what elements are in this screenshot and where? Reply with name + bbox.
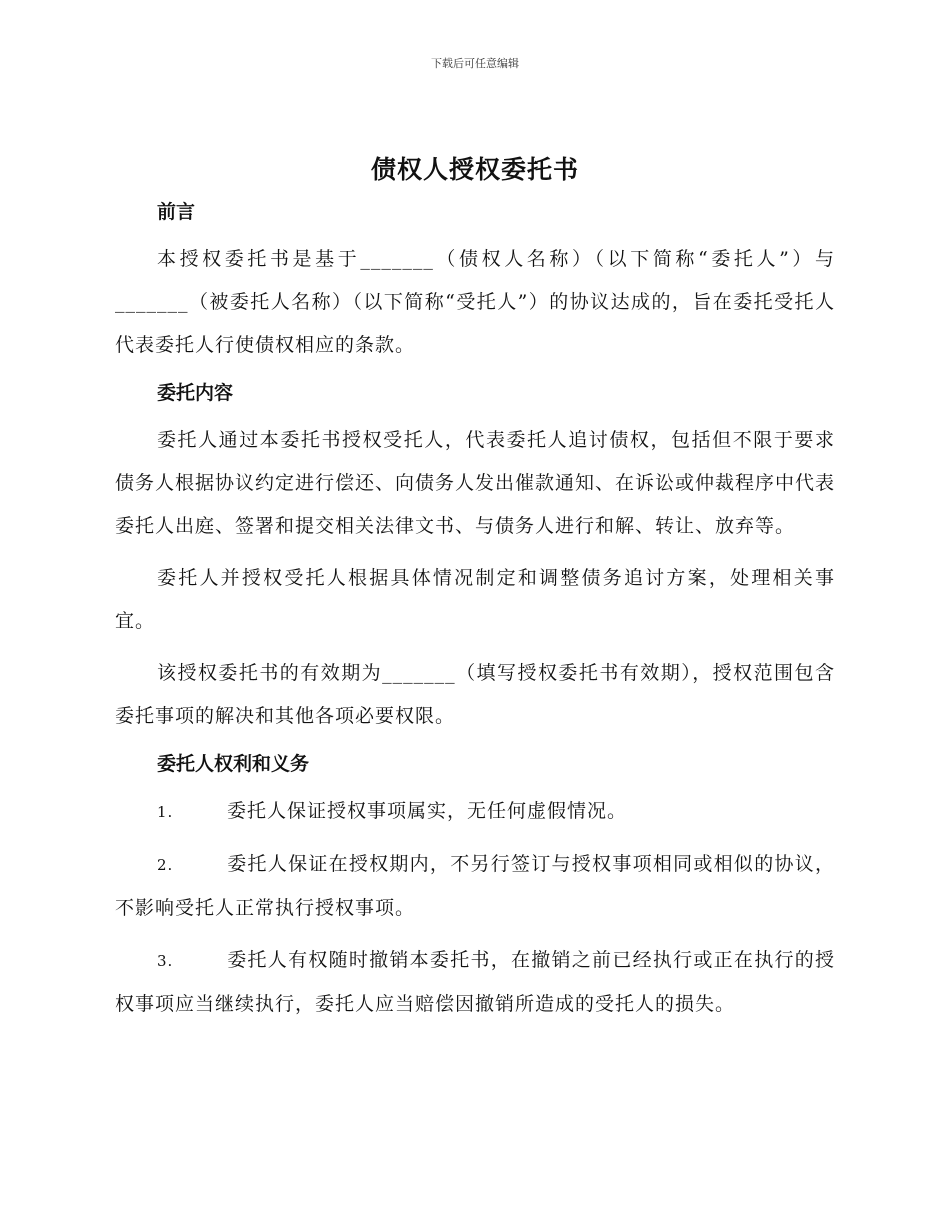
- document-body: [115, 195, 835, 1035]
- item-number: 2.: [157, 856, 174, 874]
- content-paragraph-2: 委托人并授权受托人根据具体情况制定和调整债务追讨方案，处理相关事宜。: [115, 567, 835, 632]
- item-number: 3.: [157, 952, 174, 970]
- preface-paragraph: 本授权委托书是基于_______（债权人名称）（以下简称“委托人”）与_______（被委托人名称）（以下简称“受托人”）的协议达成的，旨在委托受托人代表委托人行使债权相应的条款。: [115, 248, 835, 356]
- section-heading-content: 委托内容: [157, 382, 234, 404]
- rights-item-2: [115, 843, 835, 930]
- rights-item-1: [115, 790, 835, 834]
- rights-item-3: [115, 939, 835, 1026]
- document-title: 债权人授权委托书: [370, 155, 579, 184]
- item-text: 委托人保证授权事项属实，无任何虚假情况。: [227, 800, 628, 822]
- item-text: 委托人有权随时撤销本委托书，在撤销之前已经执行或正在执行的授权事项应当继续执行，委托人应当赔偿因撤销所造成的受托人的损失。: [115, 949, 835, 1015]
- section-heading-rights: 委托人权利和义务: [157, 753, 310, 775]
- content-paragraph-1: 委托人通过本委托书授权受托人，代表委托人追讨债权，包括但不限于要求债务人根据协议约定进行偿还、向债务人发出催款通知、在诉讼或仲裁程序中代表委托人出庭、签署和提交相关法律文书、与债务人进行和解、转让、放弃等。: [115, 429, 836, 537]
- content-paragraph-3: 该授权委托书的有效期为_______（填写授权委托书有效期），授权范围包含委托事项的解决和其他各项必要权限。: [115, 662, 835, 727]
- section-heading-preface: 前言: [157, 201, 196, 223]
- item-text: 委托人保证在授权期内，不另行签订与授权事项相同或相似的协议，不影响受托人正常执行授权事项。: [115, 853, 835, 919]
- item-number: 1.: [157, 803, 174, 821]
- header-note: 下载后可任意编辑: [431, 57, 519, 70]
